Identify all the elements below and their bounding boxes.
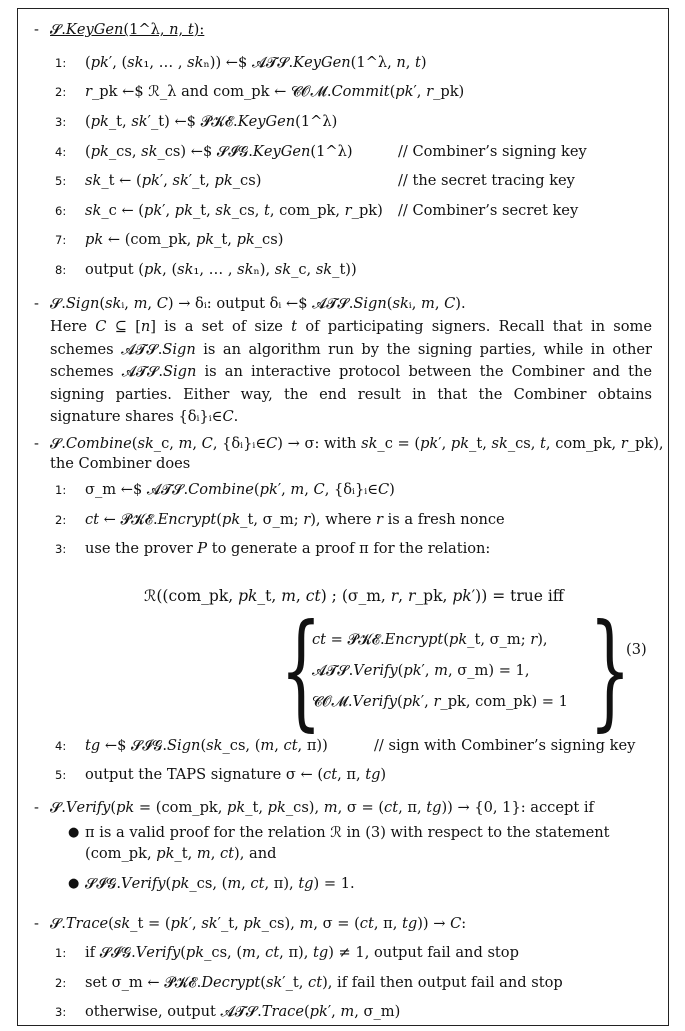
combine-line: 𝑐𝑡 ← 𝓟𝓚𝓔.𝐸𝑛𝑐𝑟𝑦𝑝𝑡(𝑝𝑘_t, σ_m; 𝑟), where 𝑟 is a fresh nonce [85, 511, 505, 528]
trace-heading: 𝓢.𝑇𝑟𝑎𝑐𝑒(𝑠𝑘_t = (𝑝𝑘′, 𝑠𝑘′_t, 𝑝𝑘_cs), 𝑚, σ = (𝑐𝑡, π, 𝑡𝑔)) → 𝐶: [50, 915, 467, 932]
combine-line: 𝑡𝑔 ←$ 𝓢𝓘𝓖.𝑆𝑖𝑔𝑛(𝑠𝑘_cs, (𝑚, 𝑐𝑡, π)) [85, 737, 328, 754]
line-number: 2: [55, 976, 67, 990]
trace-line: if 𝓢𝓘𝓖.𝑉𝑒𝑟𝑖𝑓𝑦(𝑝𝑘_cs, (𝑚, 𝑐𝑡, π), 𝑡𝑔) ≠ 1, output fail and stop [85, 944, 519, 961]
relation-equation: ℛ((com_pk, 𝑝𝑘_t, 𝑚, 𝑐𝑡) ; (σ_m, 𝑟, 𝑟_pk, 𝑝𝑘′)) = true iff [144, 587, 564, 605]
combine-line: use the prover 𝑃 to generate a proof π for the relation: [85, 540, 491, 557]
line-number: 2: [55, 85, 67, 99]
sign-description: Here 𝐶 ⊆ [𝑛] is a set of size 𝑡 of participating signers. Recall that in some schemes 𝓐𝓣𝓢.𝑆𝑖𝑔𝑛 is an algorithm run by the signing parties, while in other schemes 𝓐𝓣𝓢.𝑆𝑖𝑔𝑛 is an interactive protocol between the Combiner and the signing parties. Either way, the end result in that the Combiner obtains signature shares {δᵢ}ᵢ∈𝐶. [50, 318, 652, 426]
bullet: ● [68, 825, 80, 840]
keygen-line: 𝑠𝑘_t ← (𝑝𝑘′, 𝑠𝑘′_t, 𝑝𝑘_cs) [85, 172, 262, 189]
keygen-line: (𝑝𝑘′, (𝑠𝑘₁, … , 𝑠𝑘ₙ)) ←$ 𝓐𝓣𝓢.𝐾𝑒𝑦𝐺𝑒𝑛(1^λ, 𝑛, 𝑡) [85, 54, 427, 71]
keygen-line: 𝑟_pk ←$ ℛ_λ and com_pk ← 𝓒𝓞𝓜.𝐶𝑜𝑚𝑚𝑖𝑡(𝑝𝑘′, 𝑟_pk) [85, 83, 465, 100]
section-dash: - [34, 799, 39, 816]
bullet: ● [68, 876, 80, 891]
algorithm-box [17, 8, 669, 1026]
line-number: 1: [55, 483, 67, 497]
section-dash: - [34, 915, 39, 932]
line-comment: // sign with Combiner’s signing key [374, 737, 636, 754]
sign-heading: 𝓢.𝑆𝑖𝑔𝑛(𝑠𝑘ᵢ, 𝑚, 𝐶) → δᵢ: output δᵢ ←$ 𝓐𝓣𝓢.𝑆𝑖𝑔𝑛(𝑠𝑘ᵢ, 𝑚, 𝐶). [50, 295, 466, 312]
keygen-heading: 𝓢.𝐾𝑒𝑦𝐺𝑒𝑛(1^λ, 𝑛, 𝑡): [50, 21, 205, 38]
line-number: 3: [55, 115, 67, 129]
line-number: 1: [55, 946, 67, 960]
combine-line: output the TAPS signature σ ← (𝑐𝑡, π, 𝑡𝑔) [85, 766, 387, 783]
line-number: 2: [55, 513, 67, 527]
keygen-line: 𝑠𝑘_c ← (𝑝𝑘′, 𝑝𝑘_t, 𝑠𝑘_cs, 𝑡, com_pk, 𝑟_pk) [85, 202, 383, 219]
section-dash: - [34, 435, 39, 452]
combine-line: σ_m ←$ 𝓐𝓣𝓢.𝐶𝑜𝑚𝑏𝑖𝑛𝑒(𝑝𝑘′, 𝑚, 𝐶, {δᵢ}ᵢ∈𝐶) [85, 481, 395, 498]
line-number: 5: [55, 174, 67, 188]
relation-case: 𝓒𝓞𝓜.𝑉𝑒𝑟𝑖𝑓𝑦(𝑝𝑘′, 𝑟_pk, com_pk) = 1 [312, 693, 568, 710]
combine-heading: 𝓢.𝐶𝑜𝑚𝑏𝑖𝑛𝑒(𝑠𝑘_c, 𝑚, 𝐶, {δᵢ}ᵢ∈𝐶) → σ: with 𝑠𝑘_c = (𝑝𝑘′, 𝑝𝑘_t, 𝑠𝑘_cs, 𝑡, com_pk, 𝑟_pk), [50, 435, 664, 452]
line-number: 3: [55, 1005, 67, 1019]
section-dash: - [34, 21, 39, 38]
line-comment: // Combiner’s signing key [398, 143, 587, 160]
line-number: 3: [55, 542, 67, 556]
line-number: 7: [55, 233, 67, 247]
keygen-line: (𝑝𝑘_cs, 𝑠𝑘_cs) ←$ 𝓢𝓘𝓖.𝐾𝑒𝑦𝐺𝑒𝑛(1^λ) [85, 143, 353, 160]
line-comment: // the secret tracing key [398, 172, 575, 189]
keygen-line: (𝑝𝑘_t, 𝑠𝑘′_t) ←$ 𝓟𝓚𝓔.𝐾𝑒𝑦𝐺𝑒𝑛(1^λ) [85, 113, 338, 130]
verify-bullet-text: (com_pk, 𝑝𝑘_t, 𝑚, 𝑐𝑡), and [85, 845, 277, 862]
right-brace: } [589, 597, 631, 744]
verify-heading: 𝓢.𝑉𝑒𝑟𝑖𝑓𝑦(𝑝𝑘 = (com_pk, 𝑝𝑘_t, 𝑝𝑘_cs), 𝑚, σ = (𝑐𝑡, π, 𝑡𝑔)) → {0, 1}: accept if [50, 799, 594, 816]
keygen-line: output (𝑝𝑘, (𝑠𝑘₁, … , 𝑠𝑘ₙ), 𝑠𝑘_c, 𝑠𝑘_t)) [85, 261, 357, 278]
line-number: 1: [55, 56, 67, 70]
line-number: 6: [55, 204, 67, 218]
trace-line: set σ_m ← 𝓟𝓚𝓔.𝐷𝑒𝑐𝑟𝑦𝑝𝑡(𝑠𝑘′_t, 𝑐𝑡), if fail then output fail and stop [85, 974, 563, 991]
line-number: 8: [55, 263, 67, 277]
left-brace: { [280, 597, 322, 744]
relation-case: 𝑐𝑡 = 𝓟𝓚𝓔.𝐸𝑛𝑐𝑟𝑦𝑝𝑡(𝑝𝑘_t, σ_m; 𝑟), [312, 631, 548, 648]
line-comment: // Combiner’s secret key [398, 202, 579, 219]
relation-case: 𝓐𝓣𝓢.𝑉𝑒𝑟𝑖𝑓𝑦(𝑝𝑘′, 𝑚, σ_m) = 1, [312, 662, 530, 679]
trace-line: otherwise, output 𝓐𝓣𝓢.𝑇𝑟𝑎𝑐𝑒(𝑝𝑘′, 𝑚, σ_m) [85, 1003, 401, 1020]
combine-heading-cont: the Combiner does [50, 455, 191, 472]
line-number: 4: [55, 145, 67, 159]
keygen-line: 𝑝𝑘 ← (com_pk, 𝑝𝑘_t, 𝑝𝑘_cs) [85, 231, 284, 248]
verify-bullet-text: 𝓢𝓘𝓖.𝑉𝑒𝑟𝑖𝑓𝑦(𝑝𝑘_cs, (𝑚, 𝑐𝑡, π), 𝑡𝑔) = 1. [85, 875, 355, 892]
equation-number: (3) [626, 641, 647, 658]
line-number: 4: [55, 739, 67, 753]
verify-bullet-text: π is a valid proof for the relation ℛ in (3) with respect to the statement [85, 824, 610, 841]
section-dash: - [34, 295, 39, 312]
line-number: 5: [55, 768, 67, 782]
